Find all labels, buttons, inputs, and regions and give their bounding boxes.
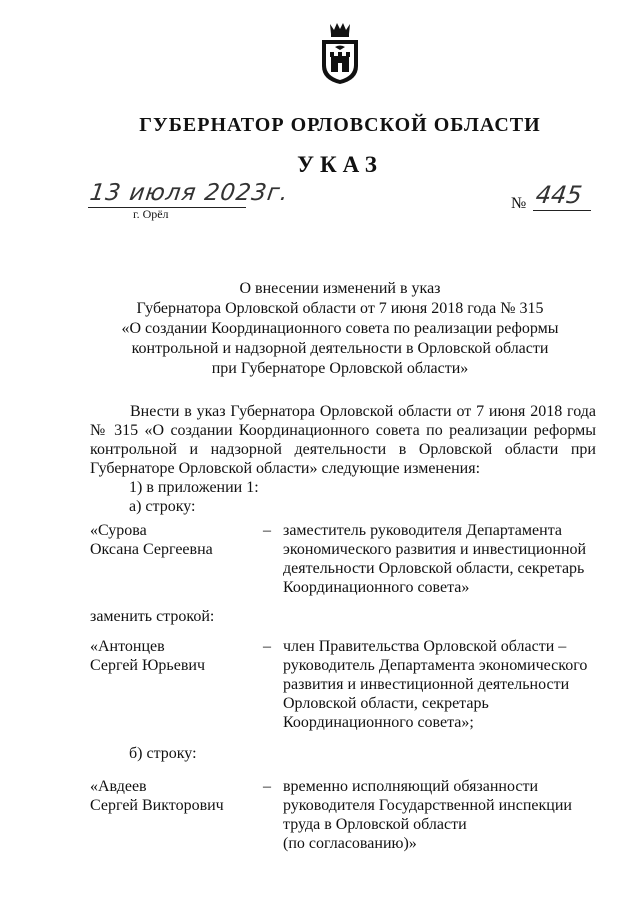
document-type: УКАЗ: [297, 152, 383, 177]
entry-person-name: [90, 777, 224, 815]
document-subject: [90, 279, 590, 379]
position-line: Орловской области, секретарь: [283, 695, 489, 712]
position-line: (по согласованию)»: [283, 835, 417, 852]
item-b: б) строку:: [129, 745, 197, 762]
position-line: Координационного совета»;: [283, 714, 474, 731]
position-line: Координационного совета»: [283, 579, 470, 596]
name-line: Сергей Викторович: [90, 797, 224, 814]
handwritten-date: 13 июля 2023г.: [88, 180, 291, 206]
entry-dash: –: [263, 638, 271, 655]
subject-line: Губернатора Орловской области от 7 июня 2018 года № 315: [136, 300, 544, 317]
entry-avdeev: [0, 777, 640, 857]
intro-line: контрольной и надзорной деятельности в Орловской области при: [90, 441, 596, 458]
position-line: деятельности Орловской области, секретарь: [283, 560, 585, 577]
number-label: №: [511, 195, 527, 212]
entry-person-name: [90, 521, 213, 559]
name-line: Сергей Юрьевич: [90, 657, 205, 674]
position-line: временно исполняющий обязанности: [283, 778, 539, 795]
city-label: г. Орёл: [133, 207, 169, 221]
name-line: «Антонцев: [90, 638, 165, 655]
subject-line: при Губернаторе Орловской области»: [211, 360, 469, 377]
intro-line: Внести в указ Губернатора Орловской области от 7 июня 2018 года: [130, 403, 596, 420]
position-line: руководителя Государственной инспекции: [283, 797, 572, 814]
position-line: экономического развития и инвестиционной: [283, 541, 587, 558]
position-line: труда в Орловской области: [283, 816, 467, 833]
item-a: а) строку:: [129, 498, 196, 515]
entry-position: [283, 777, 572, 853]
intro-paragraph: [90, 402, 596, 478]
entry-position: [283, 637, 587, 732]
entry-antontsev: [0, 637, 640, 737]
handwritten-number: 445: [534, 181, 584, 209]
number-underline: [533, 210, 591, 211]
intro-line: Губернаторе Орловской области» следующие изменения:: [90, 460, 481, 477]
entry-surova: [0, 521, 640, 601]
subject-line: контрольной и надзорной деятельности в Орловской области: [131, 340, 549, 357]
position-line: член Правительства Орловской области –: [283, 638, 567, 655]
position-line: заместитель руководителя Департамента: [283, 522, 562, 539]
issuer-title: ГУБЕРНАТОР ОРЛОВСКОЙ ОБЛАСТИ: [139, 114, 541, 136]
name-line: «Авдеев: [90, 778, 147, 795]
subject-line: О внесении изменений в указ: [239, 280, 441, 297]
entry-dash: –: [263, 522, 271, 539]
coat-of-arms-icon: [318, 20, 362, 86]
name-line: «Сурова: [90, 522, 147, 539]
subject-line: «О создании Координационного совета по реализации реформы: [121, 320, 559, 337]
entry-dash: –: [263, 778, 271, 795]
item-1: 1) в приложении 1:: [129, 479, 259, 496]
entry-position: [283, 521, 586, 597]
name-line: Оксана Сергеевна: [90, 541, 213, 558]
position-line: развития и инвестиционной деятельности: [283, 676, 570, 693]
intro-line: № 315 «О создании Координационного совета по реализации реформы: [90, 422, 596, 439]
replace-label: заменить строкой:: [90, 608, 215, 625]
entry-person-name: [90, 637, 205, 675]
position-line: руководитель Департамента экономического: [283, 657, 588, 674]
